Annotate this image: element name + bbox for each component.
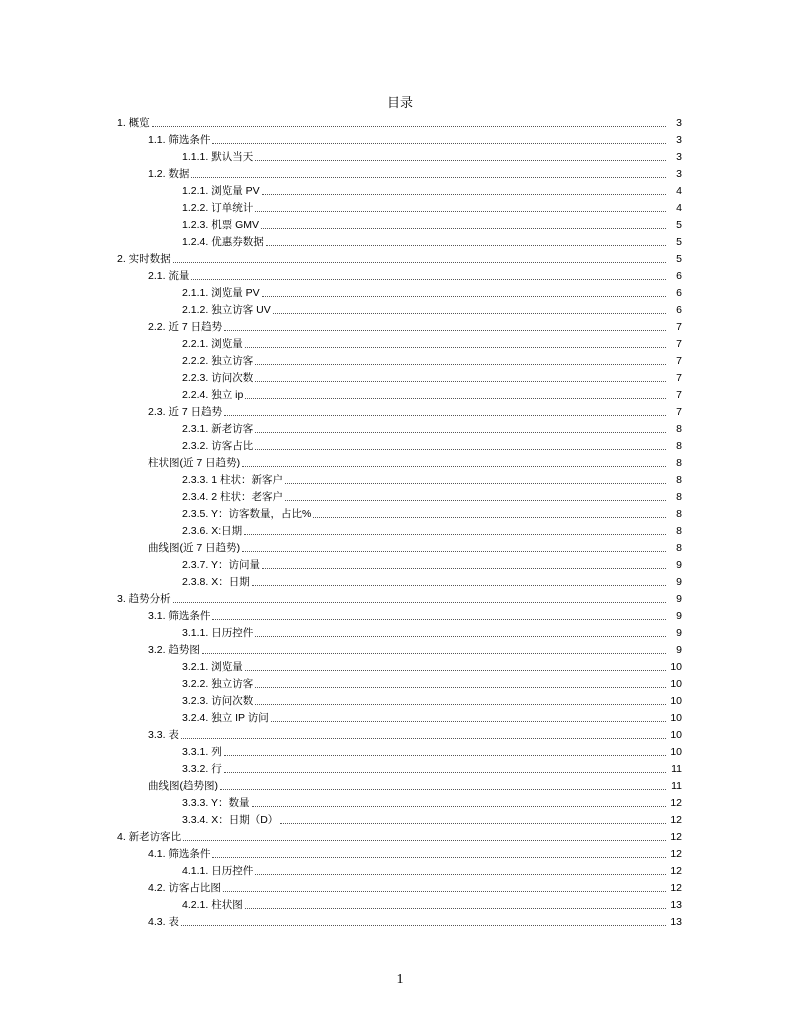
toc-entry[interactable] (0, 538, 800, 555)
toc-entry-page-number: 3 (676, 168, 682, 180)
toc-entry-label: 1.2.4. 优惠券数据 (182, 236, 264, 248)
toc-entry[interactable] (0, 181, 800, 198)
toc-entry[interactable] (0, 164, 800, 181)
toc-entry[interactable] (0, 657, 800, 674)
toc-entry-page-number: 9 (676, 593, 682, 605)
toc-dot-leader (173, 262, 666, 263)
toc-entry-page-number: 5 (676, 253, 682, 265)
toc-dot-leader (152, 126, 666, 127)
toc-entry[interactable] (0, 368, 800, 385)
toc-entry-label: 1.1.1. 默认当天 (182, 151, 254, 163)
toc-entry[interactable] (0, 317, 800, 334)
toc-entry-page-number: 4 (676, 185, 682, 197)
toc-entry-page-number: 6 (676, 287, 682, 299)
toc-entry-page-number: 8 (676, 474, 682, 486)
toc-dot-leader (191, 177, 666, 178)
toc-entry[interactable] (0, 130, 800, 147)
toc-entry-label: 2.1.1. 浏览量 PV (182, 287, 260, 299)
toc-entry[interactable] (0, 147, 800, 164)
toc-entry-page-number: 3 (676, 151, 682, 163)
toc-dot-leader (255, 364, 666, 365)
toc-dot-leader (224, 415, 666, 416)
toc-entry-page-number: 9 (676, 559, 682, 571)
toc-entry[interactable] (0, 708, 800, 725)
toc-entry-page-number: 12 (670, 865, 682, 877)
toc-dot-leader (255, 636, 666, 637)
toc-entry-label: 3. 趋势分析 (117, 593, 171, 605)
toc-entry-page-number: 6 (676, 270, 682, 282)
toc-entry-page-number: 10 (670, 746, 682, 758)
toc-entry[interactable] (0, 402, 800, 419)
toc-dot-leader (220, 789, 666, 790)
toc-dot-leader (212, 619, 666, 620)
toc-entry-label: 2.3.5. Y：访客数量，占比% (182, 508, 312, 520)
toc-entry[interactable] (0, 861, 800, 878)
toc-entry-label: 3.3.4. X：日期（D） (182, 814, 279, 826)
toc-entry-page-number: 12 (670, 814, 682, 826)
toc-entry-page-number: 5 (676, 219, 682, 231)
toc-entry-label: 1.1. 筛选条件 (148, 134, 211, 146)
toc-entry-page-number: 7 (676, 372, 682, 384)
toc-dot-leader (181, 738, 666, 739)
toc-entry-label: 3.3.3. Y：数量 (182, 797, 250, 809)
toc-entry-page-number: 3 (676, 117, 682, 129)
toc-entry[interactable] (0, 623, 800, 640)
toc-entry-label: 3.2. 趋势图 (148, 644, 200, 656)
toc-entry-label: 2.3.8. X：日期 (182, 576, 250, 588)
toc-entry-page-number: 8 (676, 491, 682, 503)
toc-entry[interactable] (0, 827, 800, 844)
toc-entry[interactable] (0, 810, 800, 827)
toc-entry-page-number: 12 (670, 882, 682, 894)
toc-entry[interactable] (0, 198, 800, 215)
toc-entry-label: 3.3.1. 列 (182, 746, 222, 758)
toc-entry[interactable] (0, 300, 800, 317)
toc-entry[interactable] (0, 793, 800, 810)
toc-entry-label: 2.2.2. 独立访客 (182, 355, 254, 367)
toc-entry-page-number: 12 (670, 831, 682, 843)
toc-entry[interactable] (0, 385, 800, 402)
toc-dot-leader (252, 585, 666, 586)
toc-entry-label: 柱状图(近 7 日趋势) (148, 457, 241, 469)
toc-entry[interactable] (0, 776, 800, 793)
toc-dot-leader (212, 143, 666, 144)
toc-entry-page-number: 8 (676, 440, 682, 452)
toc-entry-label: 2.3.7. Y：访问量 (182, 559, 261, 571)
toc-entry-label: 2.2.1. 浏览量 (182, 338, 243, 350)
toc-entry-page-number: 7 (676, 406, 682, 418)
toc-entry-page-number: 11 (671, 780, 682, 792)
toc-entry[interactable] (0, 113, 800, 130)
toc-entry-page-number: 8 (676, 423, 682, 435)
toc-entry[interactable] (0, 555, 800, 572)
toc-entry-label: 1. 概览 (117, 117, 150, 129)
toc-entry-label: 4.1. 筛选条件 (148, 848, 211, 860)
toc-dot-leader (245, 398, 666, 399)
toc-entry-page-number: 7 (676, 389, 682, 401)
toc-entry[interactable] (0, 215, 800, 232)
toc-entry-label: 3.2.3. 访问次数 (182, 695, 254, 707)
toc-entry[interactable] (0, 691, 800, 708)
toc-entry[interactable] (0, 844, 800, 861)
toc-entry-page-number: 11 (671, 763, 682, 775)
toc-entry-page-number: 4 (676, 202, 682, 214)
toc-entry-label: 1.2.1. 浏览量 PV (182, 185, 260, 197)
toc-entry-label: 3.2.4. 独立 IP 访问 (182, 712, 269, 724)
toc-dot-leader (255, 687, 666, 688)
toc-entry-page-number: 8 (676, 457, 682, 469)
toc-dot-leader (202, 653, 666, 654)
toc-dot-leader (212, 857, 666, 858)
toc-dot-leader (262, 568, 666, 569)
toc-entry-page-number: 8 (676, 508, 682, 520)
toc-entry-page-number: 8 (676, 542, 682, 554)
toc-dot-leader (285, 483, 666, 484)
toc-entry-label: 2.1. 流量 (148, 270, 190, 282)
toc-entry[interactable] (0, 470, 800, 487)
page-number: 1 (396, 972, 404, 987)
toc-dot-leader (223, 891, 666, 892)
toc-dot-leader (262, 194, 666, 195)
toc-entry-page-number: 7 (676, 321, 682, 333)
toc-dot-leader (255, 160, 666, 161)
toc-entry-label: 2.2.3. 访问次数 (182, 372, 254, 384)
toc-entry-label: 2.3. 近 7 日趋势 (148, 406, 223, 418)
toc-entry-page-number: 10 (670, 678, 682, 690)
toc-entry-label: 3.1. 筛选条件 (148, 610, 211, 622)
toc-entry-page-number: 8 (676, 525, 682, 537)
toc-dot-leader (255, 449, 666, 450)
toc-entry-page-number: 10 (670, 661, 682, 673)
toc-dot-leader (173, 602, 666, 603)
toc-entry-page-number: 5 (676, 236, 682, 248)
toc-dot-leader (255, 874, 666, 875)
toc-dot-leader (245, 908, 666, 909)
toc-entry[interactable] (0, 742, 800, 759)
toc-entry-label: 2.3.2. 访客占比 (182, 440, 254, 452)
toc-entry-label: 3.1.1. 日历控件 (182, 627, 254, 639)
toc-dot-leader (271, 721, 666, 722)
toc-entry-label: 2.3.1. 新老访客 (182, 423, 254, 435)
toc-entry[interactable] (0, 419, 800, 436)
toc-dot-leader (244, 534, 666, 535)
toc-entry-label: 2.2. 近 7 日趋势 (148, 321, 223, 333)
toc-dot-leader (181, 925, 666, 926)
toc-entry[interactable] (0, 504, 800, 521)
toc-entry-label: 3.2.2. 独立访客 (182, 678, 254, 690)
toc-entry[interactable] (0, 759, 800, 776)
toc-entry[interactable] (0, 334, 800, 351)
toc-dot-leader (224, 772, 666, 773)
toc-dot-leader (245, 670, 666, 671)
toc-entry-label: 4.2.1. 柱状图 (182, 899, 243, 911)
toc-entry-label: 3.3. 表 (148, 729, 179, 741)
toc-entry-label: 2.2.4. 独立 ip (182, 389, 244, 401)
toc-entry[interactable] (0, 895, 800, 912)
toc-dot-leader (242, 551, 666, 552)
toc-entry[interactable] (0, 589, 800, 606)
toc-entry-label: 4. 新老访客比 (117, 831, 182, 843)
toc-entry-page-number: 12 (670, 848, 682, 860)
toc-dot-leader (242, 466, 666, 467)
toc-dot-leader (273, 313, 666, 314)
toc-entry-label: 1.2. 数据 (148, 168, 190, 180)
toc-entry[interactable] (0, 521, 800, 538)
toc-entry-label: 曲线图(近 7 日趋势) (148, 542, 241, 554)
toc-entry-page-number: 9 (676, 627, 682, 639)
toc-entry-label: 4.2. 访客占比图 (148, 882, 221, 894)
toc-entry-label: 4.3. 表 (148, 916, 179, 928)
toc-entry-label: 4.1.1. 日历控件 (182, 865, 254, 877)
toc-entry[interactable] (0, 878, 800, 895)
toc-entry[interactable] (0, 912, 800, 929)
toc-title: 目录 (386, 95, 413, 110)
toc-dot-leader (313, 517, 666, 518)
toc-dot-leader (255, 432, 666, 433)
toc-entry-label: 1.2.3. 机票 GMV (182, 219, 260, 231)
toc-entry[interactable] (0, 572, 800, 589)
toc-entry-label: 曲线图(趋势图) (148, 780, 218, 792)
toc-entry-page-number: 9 (676, 644, 682, 656)
toc-entry-label: 3.3.2. 行 (182, 763, 222, 775)
toc-dot-leader (266, 245, 666, 246)
toc-entry-label: 2.3.6. X:日期 (182, 525, 243, 537)
toc-entry-page-number: 13 (670, 899, 682, 911)
toc-entry-label: 2. 实时数据 (117, 253, 171, 265)
toc-entry-page-number: 9 (676, 610, 682, 622)
toc-dot-leader (191, 279, 666, 280)
toc-entry-label: 2.1.2. 独立访客 UV (182, 304, 271, 316)
toc-entry-page-number: 6 (676, 304, 682, 316)
toc-entry[interactable] (0, 640, 800, 657)
toc-entry[interactable] (0, 487, 800, 504)
toc-dot-leader (224, 755, 666, 756)
toc-entry-page-number: 9 (676, 576, 682, 588)
toc-entry-page-number: 12 (670, 797, 682, 809)
toc-dot-leader (285, 500, 666, 501)
toc-entry[interactable] (0, 674, 800, 691)
toc-dot-leader (261, 228, 666, 229)
toc-entry[interactable] (0, 351, 800, 368)
toc-dot-leader (224, 330, 666, 331)
toc-dot-leader (255, 704, 666, 705)
toc-dot-leader (245, 347, 666, 348)
toc-dot-leader (255, 381, 666, 382)
toc-entry[interactable] (0, 283, 800, 300)
toc-entry[interactable] (0, 249, 800, 266)
toc-entry[interactable] (0, 606, 800, 623)
toc-entry-label: 3.2.1. 浏览量 (182, 661, 243, 673)
toc-entry-page-number: 3 (676, 134, 682, 146)
toc-entry[interactable] (0, 232, 800, 249)
toc-entry-page-number: 10 (670, 695, 682, 707)
toc-entry[interactable] (0, 725, 800, 742)
toc-dot-leader (262, 296, 666, 297)
toc-dot-leader (183, 840, 666, 841)
toc-dot-leader (280, 823, 666, 824)
toc-dot-leader (252, 806, 666, 807)
toc-entry-label: 2.3.4. 2 柱状：老客户 (182, 491, 283, 503)
toc-entry-page-number: 10 (670, 729, 682, 741)
toc-entry-label: 1.2.2. 订单统计 (182, 202, 254, 214)
toc-dot-leader (255, 211, 666, 212)
table-of-contents (0, 113, 800, 929)
toc-entry-page-number: 7 (676, 355, 682, 367)
toc-entry-label: 2.3.3. 1 柱状：新客户 (182, 474, 283, 486)
toc-entry[interactable] (0, 436, 800, 453)
toc-entry-page-number: 10 (670, 712, 682, 724)
toc-entry-page-number: 7 (676, 338, 682, 350)
toc-entry[interactable] (0, 266, 800, 283)
toc-entry-page-number: 13 (670, 916, 682, 928)
toc-entry[interactable] (0, 453, 800, 470)
